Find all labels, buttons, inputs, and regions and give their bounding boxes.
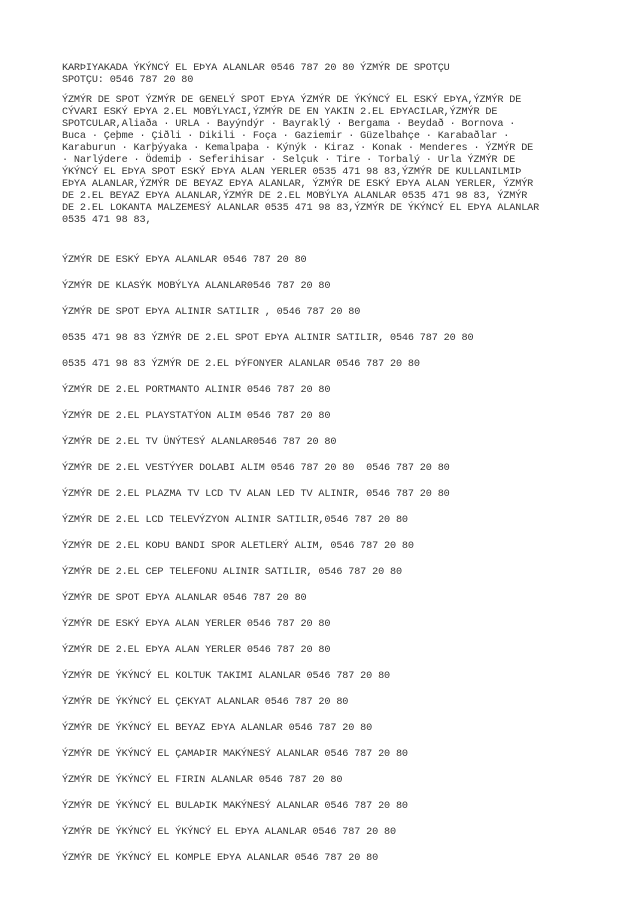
listing-list (62, 255, 602, 879)
listing-item: ÝZMÝR DE ÝKÝNCÝ EL BULAÞIK MAKÝNESÝ ALANLAR 0546 787 20 80 (62, 801, 408, 812)
listing-item: ÝZMÝR DE ESKÝ EÞYA ALANLAR 0546 787 20 80 (62, 255, 307, 266)
listing-item: ÝZMÝR DE ÝKÝNCÝ EL KOMPLE EÞYA ALANLAR 0546 787 20 80 (62, 853, 379, 864)
header-line: KARÞIYAKADA ÝKÝNCÝ EL EÞYA ALANLAR 0546 787 20 80 ÝZMÝR DE SPOTÇU (62, 63, 450, 74)
listing-item: ÝZMÝR DE ESKÝ EÞYA ALAN YERLER 0546 787 20 80 (62, 619, 331, 630)
listing-item: ÝZMÝR DE 2.EL LCD TELEVÝZYON ALINIR SATILIR,0546 787 20 80 (62, 515, 408, 526)
listing-item: ÝZMÝR DE 2.EL TV ÜNÝTESÝ ALANLAR0546 787 20 80 (62, 437, 337, 448)
intro-paragraph (62, 95, 582, 227)
intro-line: DE 2.EL LOKANTA MALZEMESÝ ALANLAR 0535 471 98 83,ÝZMÝR DE ÝKÝNCÝ EL EÞYA ALANLAR (62, 203, 540, 214)
listing-item: ÝZMÝR DE 2.EL PORTMANTO ALINIR 0546 787 20 80 (62, 385, 331, 396)
listing-item: ÝZMÝR DE ÝKÝNCÝ EL KOLTUK TAKIMI ALANLAR 0546 787 20 80 (62, 671, 390, 682)
listing-item: ÝZMÝR DE ÝKÝNCÝ EL BEYAZ EÞYA ALANLAR 0546 787 20 80 (62, 723, 373, 734)
listing-item: ÝZMÝR DE 2.EL PLAZMA TV LCD TV ALAN LED TV ALINIR, 0546 787 20 80 (62, 489, 450, 500)
document-header (62, 63, 582, 87)
listing-item: 0535 471 98 83 ÝZMÝR DE 2.EL ÞÝFONYER ALANLAR 0546 787 20 80 (62, 359, 420, 370)
header-line: SPOTÇU: 0546 787 20 80 (62, 75, 194, 86)
intro-line: 0535 471 98 83, (62, 215, 152, 226)
listing-item: ÝZMÝR DE ÝKÝNCÝ EL ÇEKYAT ALANLAR 0546 787 20 80 (62, 697, 349, 708)
intro-line: ÝKÝNCÝ EL EÞYA SPOT ESKÝ EÞYA ALAN YERLER 0535 471 98 83,ÝZMÝR DE KULLANILMIÞ (62, 167, 522, 178)
listing-item: ÝZMÝR DE 2.EL KOÞU BANDI SPOR ALETLERÝ ALIM, 0546 787 20 80 (62, 541, 414, 552)
intro-line: Karaburun · Karþýyaka · Kemalpaþa · Kýnýk · Kiraz · Konak · Menderes · ÝZMÝR DE (62, 143, 534, 154)
listing-item: ÝZMÝR DE KLASÝK MOBÝLYA ALANLAR0546 787 20 80 (62, 281, 331, 292)
listing-item: 0535 471 98 83 ÝZMÝR DE 2.EL SPOT EÞYA ALINIR SATILIR, 0546 787 20 80 (62, 333, 474, 344)
listing-item: ÝZMÝR DE 2.EL PLAYSTATÝON ALIM 0546 787 20 80 (62, 411, 331, 422)
listing-item: ÝZMÝR DE SPOT EÞYA ALINIR SATILIR , 0546 787 20 80 (62, 307, 361, 318)
listing-item: ÝZMÝR DE SPOT EÞYA ALANLAR 0546 787 20 80 (62, 593, 307, 604)
listing-item: ÝZMÝR DE 2.EL CEP TELEFONU ALINIR SATILIR, 0546 787 20 80 (62, 567, 402, 578)
listing-item: ÝZMÝR DE 2.EL VESTÝYER DOLABI ALIM 0546 787 20 80 0546 787 20 80 (62, 463, 450, 474)
intro-line: EÞYA ALANLAR,ÝZMÝR DE BEYAZ EÞYA ALANLAR, ÝZMÝR DE ESKÝ EÞYA ALAN YERLER, ÝZMÝR (62, 179, 534, 190)
intro-line: · Narlýdere · Ödemiþ · Seferihisar · Selçuk · Tire · Torbalý · Urla ÝZMÝR DE (62, 155, 516, 166)
listing-item: ÝZMÝR DE ÝKÝNCÝ EL FIRIN ALANLAR 0546 787 20 80 (62, 775, 343, 786)
listing-item: ÝZMÝR DE 2.EL EÞYA ALAN YERLER 0546 787 20 80 (62, 645, 331, 656)
intro-line: ÝZMÝR DE SPOT ÝZMÝR DE GENELÝ SPOT EÞYA ÝZMÝR DE ÝKÝNCÝ EL ESKÝ EÞYA,ÝZMÝR DE (62, 95, 522, 106)
intro-line: CÝVARI ESKÝ EÞYA 2.EL MOBÝLYACI,ÝZMÝR DE EN YAKIN 2.EL EÞYACILAR,ÝZMÝR DE (62, 107, 498, 118)
intro-line: DE 2.EL BEYAZ EÞYA ALANLAR,ÝZMÝR DE 2.EL MOBÝLYA ALANLAR 0535 471 98 83, ÝZMÝR (62, 191, 528, 202)
listing-item: ÝZMÝR DE ÝKÝNCÝ EL ÇAMAÞIR MAKÝNESÝ ALANLAR 0546 787 20 80 (62, 749, 408, 760)
listing-item: ÝZMÝR DE ÝKÝNCÝ EL ÝKÝNCÝ EL EÞYA ALANLAR 0546 787 20 80 (62, 827, 396, 838)
intro-line: Buca · Çeþme · Çiðli · Dikili · Foça · Gaziemir · Güzelbahçe · Karabaðlar · (62, 131, 510, 142)
intro-line: SPOTCULAR,Aliaða · URLA · Bayýndýr · Bayraklý · Bergama · Beydað · Bornova · (62, 119, 516, 130)
